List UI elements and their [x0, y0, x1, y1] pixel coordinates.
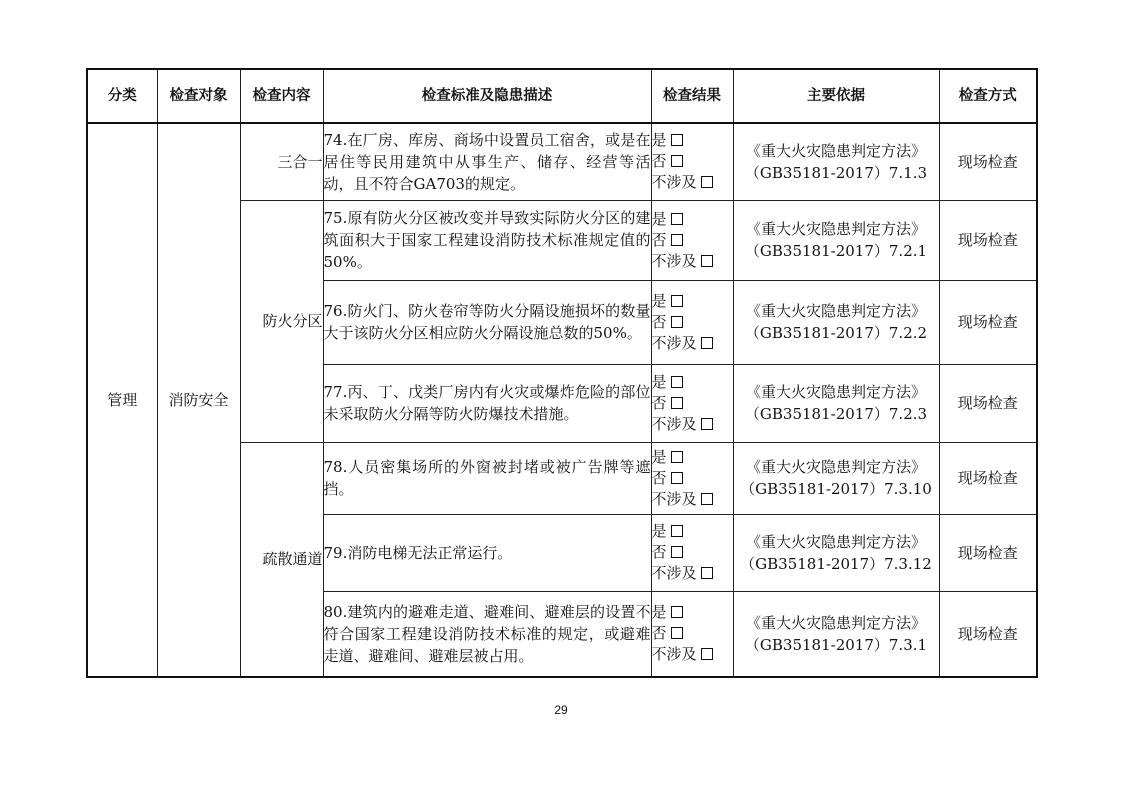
basis-title: 《重大火灾隐患判定方法》 — [745, 613, 926, 632]
option-no-label: 否 — [651, 543, 667, 561]
result-options — [651, 280, 733, 364]
method-cell: 现场检查 — [939, 123, 1037, 200]
option-no-label: 否 — [651, 393, 667, 412]
option-na-label: 不涉及 — [651, 414, 697, 433]
basis-cell — [733, 123, 939, 200]
basis-code: （GB35181-2017）7.1.3 — [744, 163, 928, 182]
basis-cell — [733, 364, 939, 442]
option-na-checkbox[interactable] — [701, 567, 713, 579]
header-row — [87, 69, 1037, 123]
basis-cell — [733, 200, 939, 280]
option-na-label: 不涉及 — [651, 333, 697, 352]
topic-cell: 三合一 — [240, 123, 323, 200]
basis-code: （GB35181-2017）7.2.1 — [744, 242, 928, 260]
option-no-label: 否 — [651, 624, 667, 643]
basis-title: 《重大火灾隐患判定方法》 — [745, 532, 926, 551]
option-yes-label: 是 — [651, 447, 667, 466]
option-yes-label: 是 — [651, 522, 667, 540]
option-na-checkbox[interactable] — [701, 255, 713, 267]
header-result: 检查结果 — [651, 69, 733, 123]
header-content: 检查内容 — [240, 69, 323, 123]
basis-code: （GB35181-2017）7.3.12 — [740, 554, 932, 573]
basis-code: （GB35181-2017）7.2.3 — [744, 405, 928, 423]
basis-cell — [733, 514, 939, 591]
option-yes-checkbox[interactable] — [671, 376, 683, 388]
result-options — [651, 123, 733, 200]
page-number: 29 — [554, 703, 568, 717]
topic-cell: 疏散通道 — [240, 442, 323, 677]
option-no-label: 否 — [651, 230, 667, 249]
basis-cell — [733, 591, 939, 677]
description-cell: 76.防火门、防火卷帘等防火分隔设施损坏的数量大于该防火分区相应防火分隔设施总数的50%。 — [323, 280, 651, 364]
category-cell: 管理 — [87, 123, 157, 677]
method-cell: 现场检查 — [939, 591, 1037, 677]
description-cell: 79.消防电梯无法正常运行。 — [323, 514, 651, 591]
method-cell: 现场检查 — [939, 280, 1037, 364]
basis-title: 《重大火灾隐患判定方法》 — [745, 220, 926, 238]
option-yes-checkbox[interactable] — [671, 525, 683, 537]
basis-code: （GB35181-2017）7.3.10 — [740, 480, 932, 498]
option-no-checkbox[interactable] — [671, 316, 683, 328]
description-cell: 80.建筑内的避难走道、避难间、避难层的设置不符合国家工程建设消防技术标准的规定，或避难走道、避难间、避难层被占用。 — [323, 591, 651, 677]
basis-title: 《重大火灾隐患判定方法》 — [745, 458, 926, 476]
basis-title: 《重大火灾隐患判定方法》 — [745, 383, 926, 401]
option-yes-label: 是 — [651, 209, 667, 228]
header-object: 检查对象 — [157, 69, 240, 123]
option-yes-label: 是 — [651, 291, 667, 310]
basis-code: （GB35181-2017）7.3.1 — [744, 635, 928, 654]
option-na-checkbox[interactable] — [701, 418, 713, 430]
table-row — [87, 123, 1037, 200]
option-na-label: 不涉及 — [651, 173, 697, 192]
description-cell: 78.人员密集场所的外窗被封堵或被广告牌等遮挡。 — [323, 442, 651, 514]
description-cell: 75.原有防火分区被改变并导致实际防火分区的建筑面积大于国家工程建设消防技术标准规定值的50%。 — [323, 200, 651, 280]
option-yes-label: 是 — [651, 131, 667, 150]
option-na-label: 不涉及 — [651, 489, 697, 508]
header-basis: 主要依据 — [733, 69, 939, 123]
basis-title: 《重大火灾隐患判定方法》 — [745, 141, 926, 160]
description-cell: 77.丙、丁、戊类厂房内有火灾或爆炸危险的部位未采取防火分隔等防火防爆技术措施。 — [323, 364, 651, 442]
option-no-checkbox[interactable] — [671, 627, 683, 639]
inspection-table — [86, 68, 1038, 678]
option-na-label: 不涉及 — [651, 564, 697, 582]
result-options — [651, 591, 733, 677]
method-cell: 现场检查 — [939, 364, 1037, 442]
basis-cell — [733, 280, 939, 364]
option-no-label: 否 — [651, 152, 667, 171]
option-yes-checkbox[interactable] — [671, 295, 683, 307]
option-no-checkbox[interactable] — [671, 155, 683, 167]
description-cell: 74.在厂房、库房、商场中设置员工宿舍，或是在居住等民用建筑中从事生产、储存、经营等活动，且不符合GA703的规定。 — [323, 123, 651, 200]
option-no-checkbox[interactable] — [671, 397, 683, 409]
option-na-label: 不涉及 — [651, 251, 697, 270]
option-yes-checkbox[interactable] — [671, 213, 683, 225]
option-yes-label: 是 — [651, 372, 667, 391]
basis-code: （GB35181-2017）7.2.2 — [744, 324, 928, 342]
result-options — [651, 442, 733, 514]
option-na-checkbox[interactable] — [701, 337, 713, 349]
option-yes-checkbox[interactable] — [671, 134, 683, 146]
option-na-checkbox[interactable] — [701, 493, 713, 505]
header-category: 分类 — [87, 69, 157, 123]
inspection-table-container — [86, 68, 1036, 678]
option-no-label: 否 — [651, 468, 667, 487]
result-options — [651, 514, 733, 591]
method-cell: 现场检查 — [939, 514, 1037, 591]
option-no-checkbox[interactable] — [671, 546, 683, 558]
result-options — [651, 364, 733, 442]
topic-cell: 防火分区 — [240, 200, 323, 442]
header-standard: 检查标准及隐患描述 — [323, 69, 651, 123]
option-na-label: 不涉及 — [651, 645, 697, 664]
object-cell: 消防安全 — [157, 123, 240, 677]
method-cell: 现场检查 — [939, 200, 1037, 280]
option-no-label: 否 — [651, 312, 667, 331]
option-yes-label: 是 — [651, 603, 667, 622]
option-yes-checkbox[interactable] — [671, 451, 683, 463]
option-yes-checkbox[interactable] — [671, 606, 683, 618]
header-method: 检查方式 — [939, 69, 1037, 123]
option-no-checkbox[interactable] — [671, 234, 683, 246]
basis-title: 《重大火灾隐患判定方法》 — [745, 302, 926, 320]
option-na-checkbox[interactable] — [701, 176, 713, 188]
option-na-checkbox[interactable] — [701, 648, 713, 660]
basis-cell — [733, 442, 939, 514]
method-cell: 现场检查 — [939, 442, 1037, 514]
option-no-checkbox[interactable] — [671, 472, 683, 484]
result-options — [651, 200, 733, 280]
